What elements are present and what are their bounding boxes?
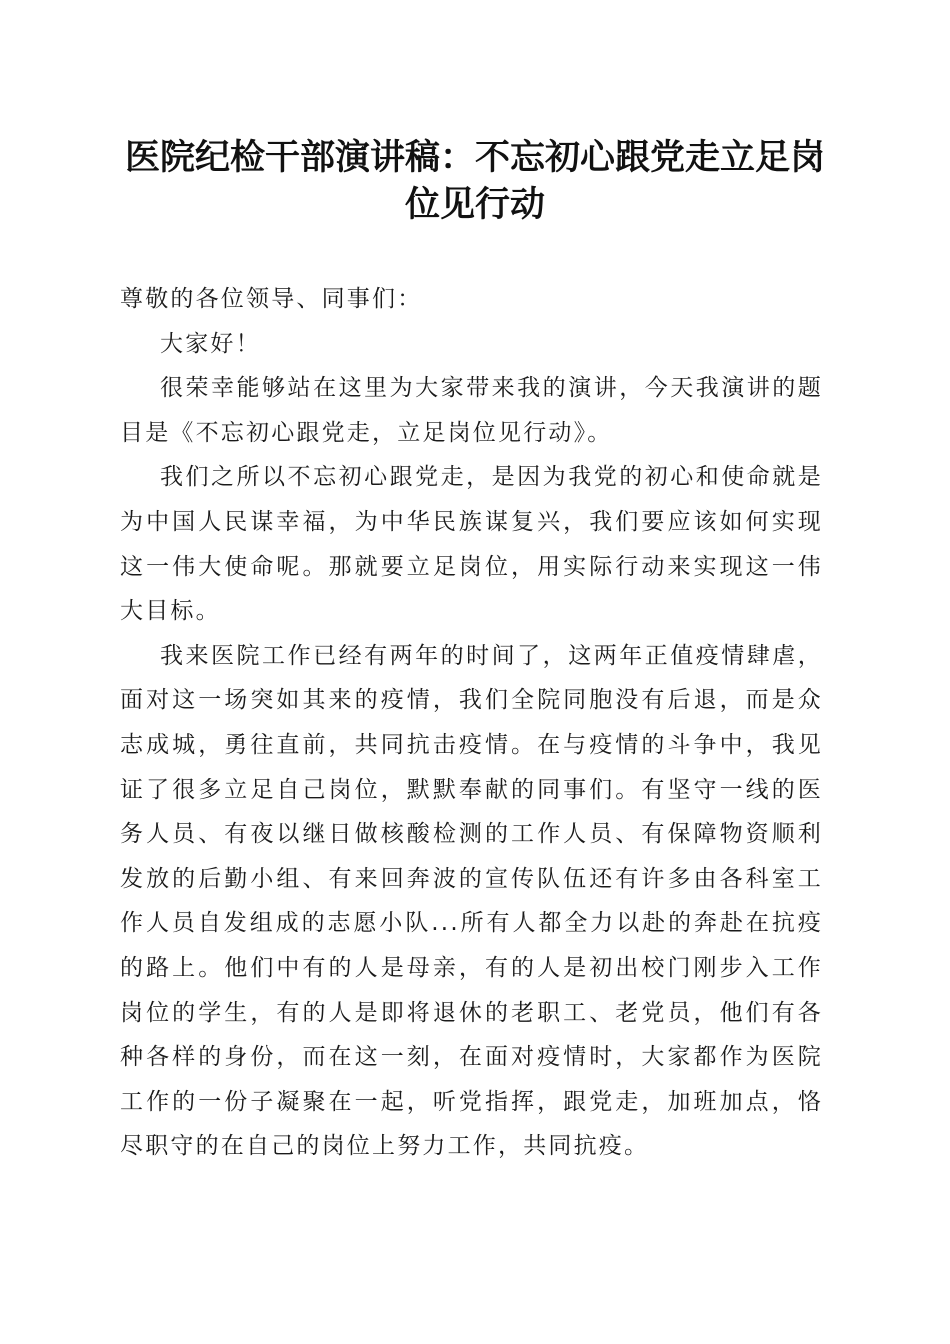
- paragraph-mission: 我们之所以不忘初心跟党走，是因为我党的初心和使命就是为中国人民谋幸福，为中华民族谋复兴，我们要应该如何实现这一伟大使命呢。那就要立足岗位，用实际行动来实现这一伟大目标。: [120, 464, 823, 625]
- paragraph-greeting: 大家好！: [160, 330, 261, 357]
- document-title: 医院纪检干部演讲稿：不忘初心跟党走立足岗位见行动: [124, 137, 825, 225]
- document-body: [120, 277, 823, 1169]
- paragraph-pandemic-work: 我来医院工作已经有两年的时间了，这两年正值疫情肆虐，面对这一场突如其来的疫情，我们全院同胞没有后退，而是众志成城，勇往直前，共同抗击疫情。在与疫情的斗争中，我见证了很多立足自己岗位，默默奉献的同事们。有坚守一线的医务人员、有夜以继日做核酸检测的工作人员、有保障物资顺利发放的后勤小组、有来回奔波的宣传队伍还有许多由各科室工作人员自发组成的志愿小队...所有人都全力以赴的奔赴在抗疫的路上。他们中有的人是母亲，有的人是初出校门刚步入工作岗位的学生，有的人是即将退休的老职工、老党员，他们有各种各样的身份，而在这一刻，在面对疫情时，大家都作为医院工作的一份子凝聚在一起，听党指挥，跟党走，加班加点，恪尽职守的在自己的岗位上努力工作，共同抗疫。: [120, 642, 823, 1160]
- paragraph-introduction: 很荣幸能够站在这里为大家带来我的演讲，今天我演讲的题目是《不忘初心跟党走，立足岗位见行动》。: [120, 375, 823, 446]
- salutation: 尊敬的各位领导、同事们：: [120, 286, 423, 312]
